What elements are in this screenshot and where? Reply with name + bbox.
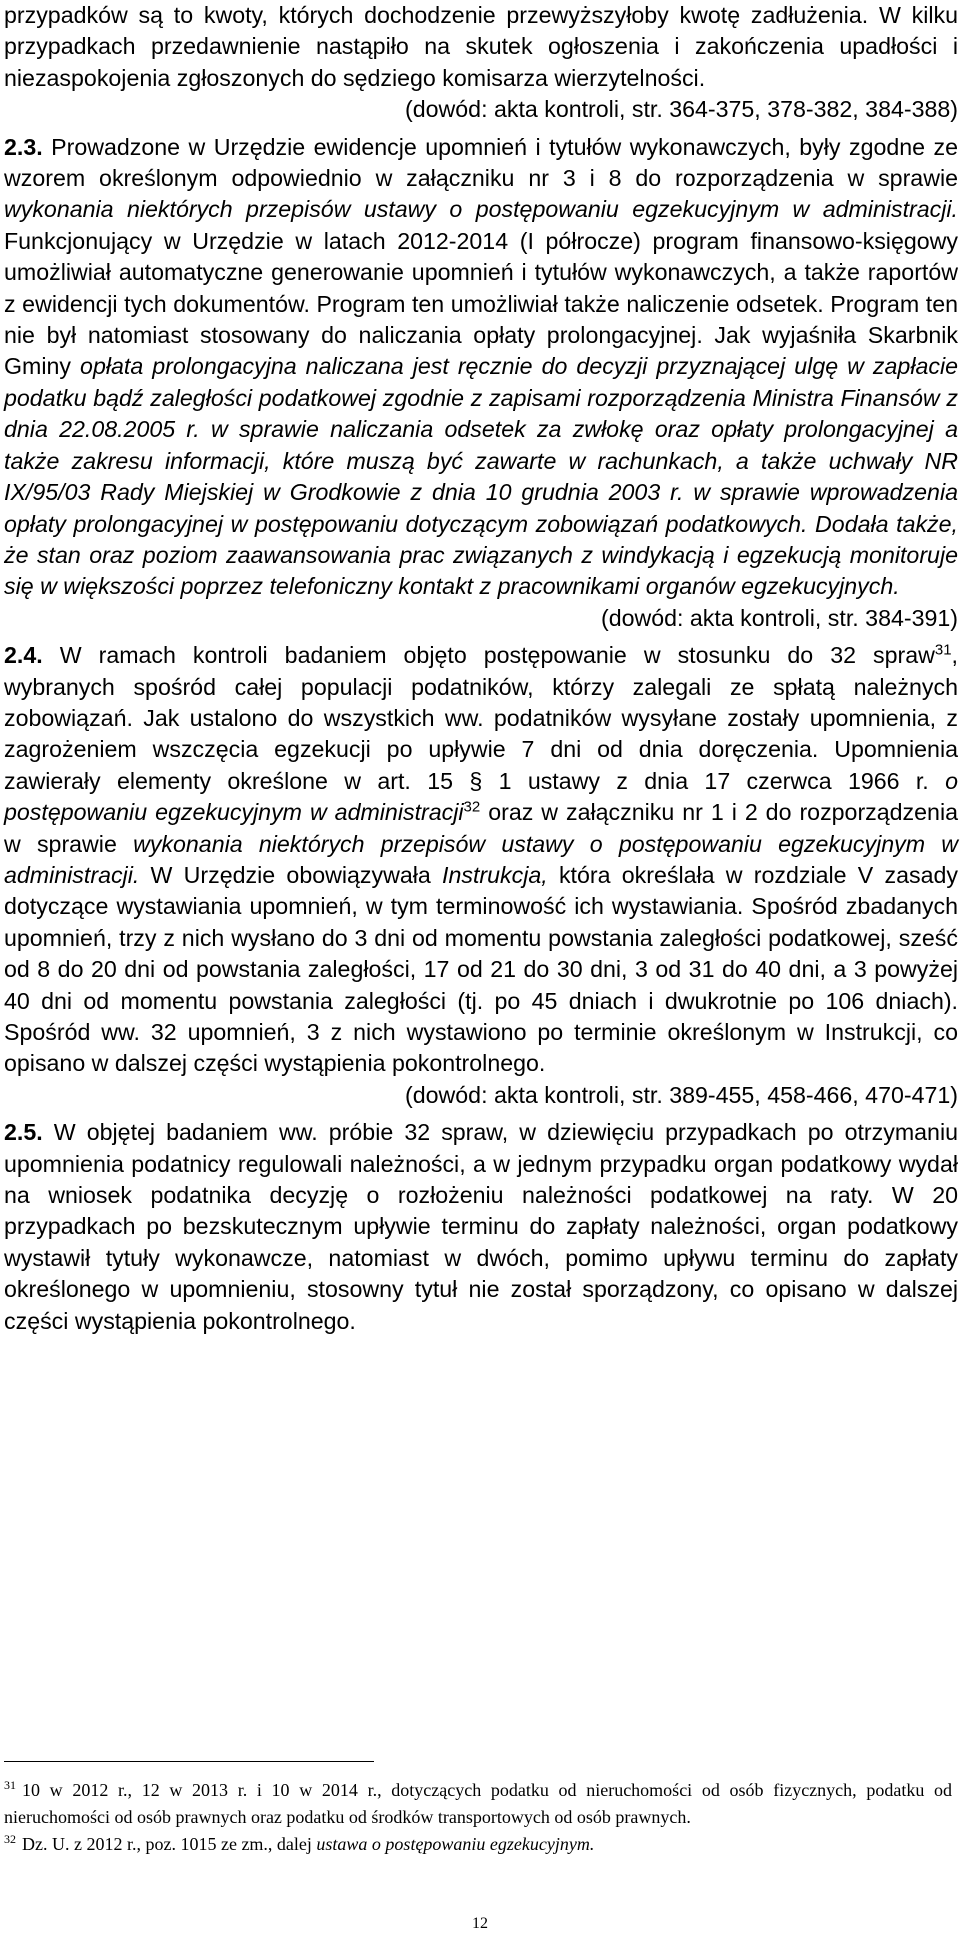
evidence-reference-3: (dowód: akta kontroli, str. 389-455, 458-466, 470-471) xyxy=(405,1081,958,1108)
evidence-reference-1: (dowód: akta kontroli, str. 364-375, 378-382, 384-388) xyxy=(405,96,958,123)
p25-text: W objętej badaniem ww. próbie 32 spraw, w dziewięciu przypadkach po otrzymaniu upomnienia podatnicy regulowali należności, a w jednym przypadku organ podatkowy wydał na wniosek podatnika decyzję o rozłożeniu należności podatkowej na raty. W 20 przypadkach po bezskutecznym upływie terminu do zapłaty należności, organ podatkowy wystawił tytuły wykonawcze, natomiast w dwóch, pomimo upływu terminu do zapłaty określonego w upomnieniu, stosowny tytuł nie został sporządzony, co opisano w dalszej części wystąpienia pokontrolnego. xyxy=(4,1119,958,1334)
section-number-2-5: 2.5. xyxy=(4,1119,43,1146)
p23-text-a: Prowadzone w Urzędzie ewidencje upomnień i tytułów wykonawczych, były zgodne ze wzorem określonym odpowiednio w załączniku nr 3 i 8 do rozporządzenia w sprawie xyxy=(4,133,958,192)
paragraph-intro-text: przypadków są to kwoty, których dochodzenie przewyższyłoby kwotę zadłużenia. W kilku przypadkach przedawnienie nastąpiło na skutek ogłoszenia i zakończenia upadłości i niezaspokojenia zgłoszonych do sędziego komisarza wierzytelności. xyxy=(4,2,958,91)
evidence-reference-2: (dowód: akta kontroli, str. 384-391) xyxy=(600,604,958,631)
footnote-number: 32 xyxy=(4,1832,16,1846)
footnote-separator xyxy=(4,1761,374,1762)
footnote-ref-31[interactable]: 31 xyxy=(934,641,952,659)
p23-text-b: Funkcjonujący w Urzędzie w latach 2012-2014 (I półrocze) program finansowo-księgowy umożliwiał automatyczne generowanie upomnień i tytułów wykonawczych, a także raportów z ewidencji tych dokumentów. Program ten umożliwiał także naliczenie odsetek. Program ten nie był natomiast stosowany do naliczania opłaty prolongacyjnej. Jak wyjaśniła Skarbnik Gminy xyxy=(4,227,958,380)
footnote-number: 31 xyxy=(4,1778,16,1792)
p24-text-b: , wybranych spośród całej populacji podatników, którzy zalegali ze spłatą należnych zobowiązań. Jak ustalono do wszystkich ww. podatników wysyłane zostały upomnienia, z zagrożeniem wszczęcia egzekucji po upływie 7 dni od dnia doręczenia. Upomnienia zawierały elementy określone w art. 15 § 1 ustawy z dnia 17 czerwca 1966 r. xyxy=(4,642,958,794)
p23-text-a-italic: wykonania niektórych przepisów ustawy o postępowaniu egzekucyjnym w administracji. xyxy=(4,196,958,223)
footnote-32 xyxy=(4,1831,952,1858)
footnote-text: 10 w 2012 r., 12 w 2013 r. i 10 w 2014 r., dotyczących podatku od nieruchomości od osób fizycznych, podatku od nieruchomości od osób prawnych oraz podatku od środków transportowych od osób prawnych. xyxy=(4,1780,952,1827)
p24-text-c-italic: wykonania niektórych przepisów ustawy o postępowaniu egzekucyjnym w administracji. xyxy=(4,830,958,888)
p24-text-d: W Urzędzie obowiązywała xyxy=(139,861,443,888)
footnote-text: Dz. U. z 2012 r., poz. 1015 ze zm., dalej xyxy=(22,1834,317,1854)
paragraph-2-3 xyxy=(4,132,958,603)
p24-text-e: która określała w rozdziale V zasady dotyczące wystawiania upomnień, w tym terminowość ich wystawiania. Spośród zbadanych upomnień, trzy z nich wysłano do 3 dni od momentu powstania zaległości podatkowej, sześć od 8 do 20 dni od powstania zaległości, 17 od 21 do 30 dni, 3 od 31 do 40 dni, a 3 powyżej 40 dni od momentu powstania zaległości (tj. po 45 dniach i dwukrotnie po 106 dniach). Spośród ww. 32 upomnień, 3 z nich wystawiono po terminie określonym w Instrukcji, co opisano w dalszej części wystąpienia pokontrolnego. xyxy=(4,861,958,1077)
paragraph-2-4 xyxy=(4,640,958,1080)
p24-text-b-italic: o postępowaniu egzekucyjnym w administracji xyxy=(4,767,958,826)
paragraph-2-5 xyxy=(4,1117,958,1337)
p24-text-a: W ramach kontroli badaniem objęto postępowanie w stosunku do 32 spraw xyxy=(42,642,935,669)
footnote-text-italic: ustawa o postępowaniu egzekucyjnym. xyxy=(316,1834,595,1854)
paragraph-intro xyxy=(4,0,958,94)
p24-text-c: oraz w załączniku nr 1 i 2 do rozporządzenia w sprawie xyxy=(4,799,958,857)
footnote-31 xyxy=(4,1777,952,1831)
p24-text-d-italic: Instrukcja, xyxy=(442,861,548,888)
p23-text-b-italic: opłata prolongacyjna naliczana jest ręcznie do decyzji przyznającej ulgę w zapłacie podatku bądź zaległości podatkowej zgodnie z zapisami rozporządzenia Ministra Finansów z dnia 22.08.2005 r. w sprawie naliczania odsetek za zwłokę oraz opłaty prolongacyjnej a także zakresu informacji, które muszą być zawarte w rachunkach, a także uchwały NR IX/95/03 Rady Miejskiej w Grodkowie z dnia 10 grudnia 2003 r. w sprawie wprowadzenia opłaty prolongacyjnej w postępowaniu dotyczącym zobowiązań podatkowych. Dodała także, że stan oraz poziom zaawansowania prac związanych z windykacją i egzekucją monitoruje się w większości poprzez telefoniczny kontakt z pracownikami organów egzekucyjnych. xyxy=(4,353,959,600)
page-number: 12 xyxy=(472,1915,488,1932)
section-number-2-3: 2.3. xyxy=(4,133,43,160)
footnote-ref-32[interactable]: 32 xyxy=(463,798,481,816)
footnotes xyxy=(4,1777,952,1858)
section-number-2-4: 2.4. xyxy=(4,642,43,669)
